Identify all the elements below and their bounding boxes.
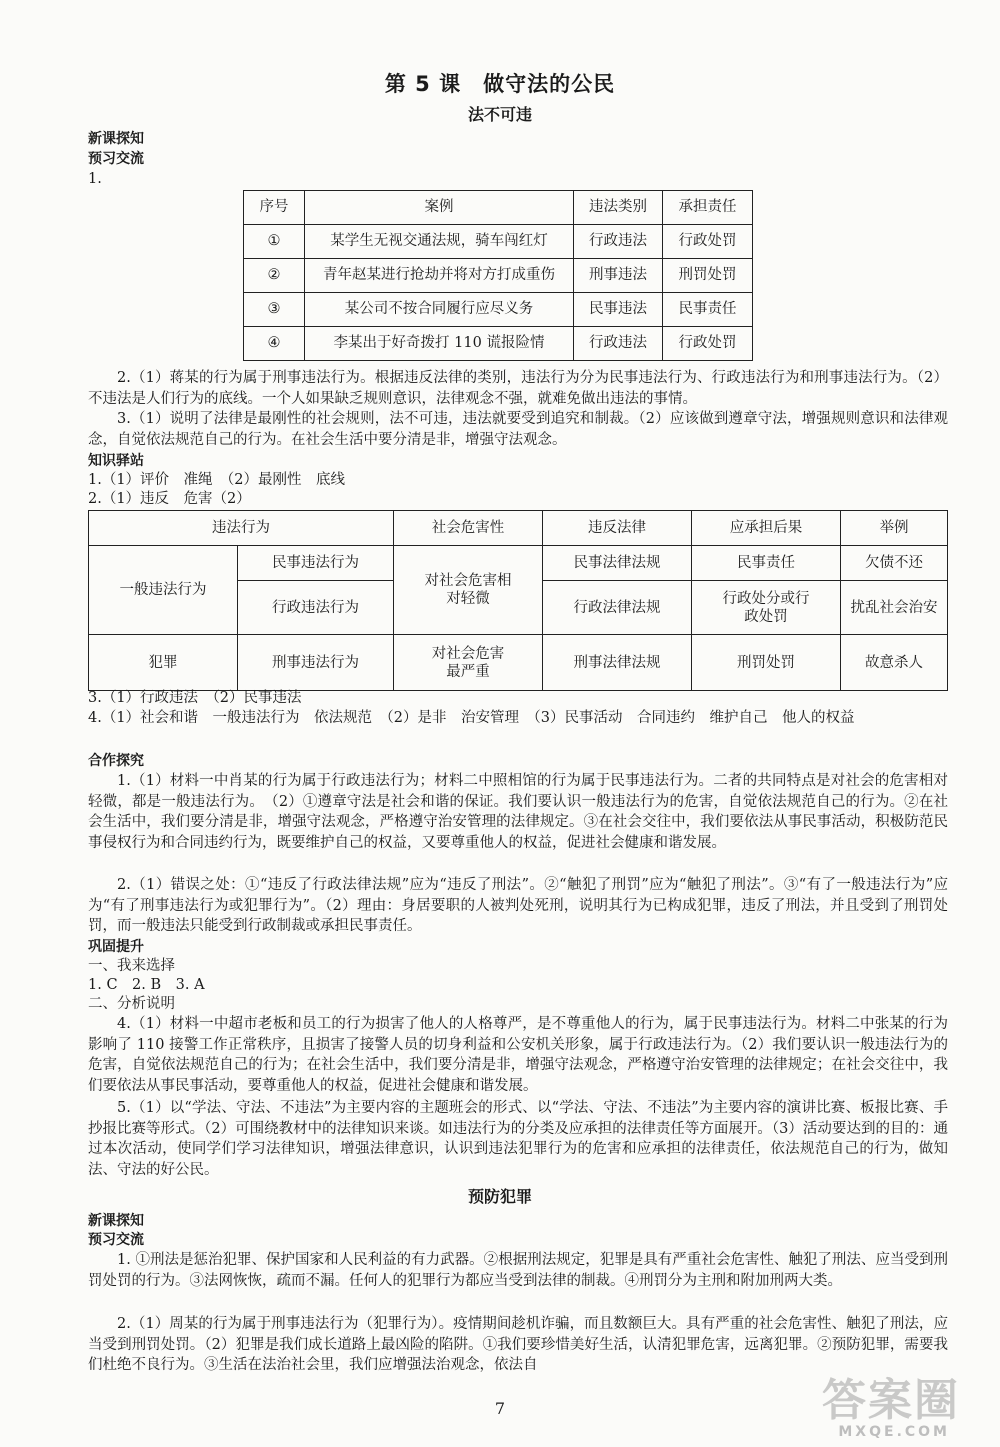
table-cell: 行政违法 [574, 225, 663, 259]
table-cell: 行政法律法规 [543, 581, 692, 635]
knowledge-4: 4.（1）社会和谐 一般违法行为 依法规范 （2）是非 治安管理 （3）民事活动 合同违约 维护自己 他人的权益 [88, 710, 855, 726]
table-cell: 刑事法律法规 [543, 635, 692, 691]
cases-table [243, 190, 753, 361]
table-header: 举例 [841, 511, 948, 546]
table-header: 违反法律 [543, 511, 692, 546]
table-row [89, 546, 948, 581]
coop-1: 1.（1）材料一中肖某的行为属于行政违法行为；材料二中照相馆的行为属于民事违法行为。二者的共同特点是对社会的危害相对轻微，都是一般违法行为。 （2）①遵章守法是社会和谐的保证。我们要认识一般违法行为的危害，自觉依法规范自己的行为。②在社会生活中，我们要分清是非，增强守法观念，严格遵守治安管理的法律规定。③在社会交往中，我们要依法从事民事活动，积极防范民事侵权行为和合同违约行为，既要维护自己的权益，又要尊重他人的权益，促进社会健康和谐发展。 [88, 773, 948, 851]
table-row [244, 225, 753, 259]
crime-answer-2: 2.（1）周某的行为属于刑事违法行为（犯罪行为）。疫情期间趁机诈骗，而且数额巨大。具有严重的社会危害性、触犯了刑法，应当受到刑罚处罚。（2）犯罪是我们成长道路上最凶险的陷阱。①我们要珍惜美好生活，认清犯罪危害，远离犯罪。②预防犯罪，需要我们杜绝不良行为。③生活在法治社会里，我们应增强法治观念，依法自 [88, 1316, 948, 1373]
violation-table [88, 510, 948, 691]
table-row [244, 327, 753, 361]
table-header: 应承担后果 [692, 511, 841, 546]
table-cell: 李某出于好奇拨打 110 谎报险情 [305, 327, 574, 361]
page-number: 7 [494, 1399, 506, 1418]
table-header: 违法类别 [574, 191, 663, 225]
subheading-choice: 一、我来选择 [88, 958, 175, 974]
heading-consolidate: 巩固提升 [88, 939, 144, 955]
crime-answer-1: 1. ①刑法是惩治犯罪、保护国家和人民利益的有力武器。②根据刑法规定，犯罪是具有严重社会危害性、触犯了刑法、应当受到刑罚处罚的行为。③法网恢恢，疏而不漏。任何人的犯罪行为都应当受到法律的制裁。④刑罚分为主刑和附加刑两大类。 [88, 1252, 948, 1289]
section-title-law: 法不可违 [467, 105, 532, 124]
table-cell: ③ [244, 293, 305, 327]
table-cell: 某公司不按合同履行应尽义务 [305, 293, 574, 327]
coop-2: 2.（1）错误之处：①“违反了行政法律法规”应为“违反了刑法”。②“触犯了刑罚”应为“触犯了刑法”。③“有了一般违法行为”应为“有了刑事违法行为或犯罪行为”。（2）理由：身居要职的人被判处死刑，说明其行为已构成犯罪，违反了刑法，并且受到了刑罚处罚，而一般违法只能受到行政制裁或承担民事责任。 [88, 877, 948, 934]
analysis-4: 4.（1）材料一中超市老板和员工的行为损害了他人的人格尊严，是不尊重他人的行为，属于民事违法行为。材料二中张某的行为影响了 110 接警工作正常秩序，且损害了接警人员的切身利益和公安机关形象，属于行政违法行为。（2）我们要认识一般违法行为的危害，自觉依法规范自己的行为；在社会生活中，我们要分清是非，增强守法观念，严格遵守治安管理的法律规定；在社会交往中，我们要依法从事民事活动，要尊重他人的权益，促进社会健康和谐发展。 [88, 1016, 948, 1094]
table-cell: 扰乱社会治安 [841, 581, 948, 635]
lesson-title: 第 5 课 做守法的公民 [384, 72, 616, 96]
table-cell: ② [244, 259, 305, 293]
table-cell: 行政处罚 [663, 225, 753, 259]
heading-new-lesson-2: 新课探知 [88, 1213, 144, 1229]
table-header: 社会危害性 [394, 511, 543, 546]
table-row [244, 259, 753, 293]
table-cell: 犯罪 [89, 635, 238, 691]
analysis-5: 5.（1）以“学法、守法、不违法”为主要内容的主题班会的形式、以“学法、守法、不违法”为主要内容的演讲比赛、板报比赛、手抄报比赛等形式。（2）可围绕教材中的法律知识来谈。如违法行为的分类及应承担的法律责任等方面展开。（3）活动要达到的目的：通过本次活动，使同学们学习法律知识，增强法律意识，认识到违法犯罪行为的危害和应承担的法律责任，依法规范自己的行为，做知法、守法的好公民。 [88, 1100, 948, 1178]
subheading-analysis: 二、分析说明 [88, 996, 175, 1012]
section-title-crime: 预防犯罪 [467, 1187, 532, 1206]
table-cell: 民事责任 [692, 546, 841, 581]
table-cell: 一般违法行为 [89, 546, 238, 635]
table-cell: 青年赵某进行抢劫并将对方打成重伤 [305, 259, 574, 293]
table-cell: 某学生无视交通法规，骑车闯红灯 [305, 225, 574, 259]
heading-preview-2: 预习交流 [88, 1232, 144, 1248]
item-label: 1. [88, 171, 102, 187]
knowledge-2: 2.（1）违反 危害（2） [88, 491, 251, 507]
table-row [244, 293, 753, 327]
table-header: 违法行为 [89, 511, 394, 546]
table-cell: 行政处罚 [663, 327, 753, 361]
table-cell: 对社会危害相对轻微 [394, 546, 543, 635]
answer-2: 2.（1）蒋某的行为属于刑事违法行为。根据违反法律的类别，违法行为分为民事违法行为、行政违法行为和刑事违法行为。（2）不违法是人们行为的底线。一个人如果缺乏规则意识，法律观念不强，就难免做出违法的事情。 [88, 370, 948, 407]
table-cell: 故意杀人 [841, 635, 948, 691]
heading-new-lesson: 新课探知 [88, 131, 144, 147]
watermark-url: MXQE.COM [838, 1424, 950, 1440]
knowledge-3: 3.（1）行政违法 （2）民事违法 [88, 690, 302, 706]
table-cell: 民事法律法规 [543, 546, 692, 581]
table-cell: 行政违法行为 [238, 581, 394, 635]
table-cell: 民事违法 [574, 293, 663, 327]
table-cell: 民事责任 [663, 293, 753, 327]
heading-knowledge: 知识驿站 [88, 453, 144, 469]
table-cell: 刑罚处罚 [692, 635, 841, 691]
table-cell: 刑罚处罚 [663, 259, 753, 293]
choice-answers: 1. C 2. B 3. A [88, 977, 205, 993]
table-cell: 刑事违法行为 [238, 635, 394, 691]
heading-coop: 合作探究 [88, 753, 144, 769]
table-cell: 刑事违法 [574, 259, 663, 293]
answer-3: 3.（1）说明了法律是最刚性的社会规则，法不可违，违法就要受到追究和制裁。（2）应该做到遵章守法，增强规则意识和法律观念，自觉依法规范自己的行为。在社会生活中要分清是非，增强守法观念。 [88, 411, 948, 448]
table-header: 承担责任 [663, 191, 753, 225]
table-cell: ④ [244, 327, 305, 361]
table-cell: 欠债不还 [841, 546, 948, 581]
table-row [89, 635, 948, 691]
table-cell: 行政违法 [574, 327, 663, 361]
table-header: 案例 [305, 191, 574, 225]
table-header: 序号 [244, 191, 305, 225]
table-cell: 行政处分或行政处罚 [692, 581, 841, 635]
knowledge-1: 1.（1）评价 准绳 （2）最刚性 底线 [88, 472, 346, 488]
table-cell: 对社会危害最严重 [394, 635, 543, 691]
heading-preview: 预习交流 [88, 151, 144, 167]
watermark-logo: 答案圈 [822, 1375, 960, 1426]
table-cell: 民事违法行为 [238, 546, 394, 581]
table-cell: ① [244, 225, 305, 259]
